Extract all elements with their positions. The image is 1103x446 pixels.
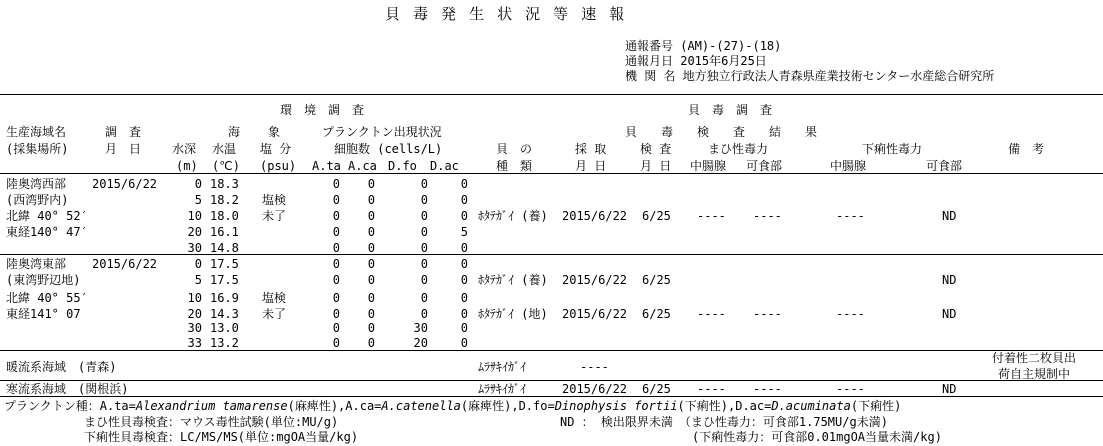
survey-heading: 調 査 bbox=[105, 125, 142, 139]
report-number: 通報番号 (AM)-(27)-(18) bbox=[625, 39, 782, 53]
psp-heading: まひ性毒力 bbox=[708, 142, 769, 156]
table-cell: 0 bbox=[367, 273, 375, 287]
west-area-name: 陸奥湾西部 bbox=[6, 177, 67, 191]
table-cell: 10 bbox=[187, 291, 202, 305]
table-cell: 5 bbox=[194, 273, 202, 287]
west-dsp-edible: ND bbox=[942, 209, 957, 223]
table-cell: 0 bbox=[460, 193, 468, 207]
cold-area-name: 寒流系海域 (関根浜) bbox=[6, 382, 129, 396]
plankton-species-note: プランクトン種：A.ta=Alexandrium tamarense(麻痺性),A.ca=A.catenella(麻痺性),D.fo=Dinophysis fortii(下痢性),D.ac=D.acuminata(下痢性) bbox=[4, 399, 902, 413]
table-cell: 0 bbox=[194, 177, 202, 191]
table-top-rule bbox=[0, 94, 1103, 95]
west-shell-species: ﾎﾀﾃｶﾞｲ (養) bbox=[478, 209, 548, 223]
table-cell: 0 bbox=[367, 193, 375, 207]
salinity-unit: (psu) bbox=[260, 159, 297, 173]
east-psp-edible-2: ---- bbox=[753, 307, 782, 321]
table-cell: 0 bbox=[420, 257, 428, 271]
warm-bottom-rule bbox=[0, 380, 1103, 381]
table-cell: 14.8 bbox=[210, 241, 239, 255]
west-longitude: 東経140° 47′ bbox=[6, 225, 88, 239]
table-cell: 18.2 bbox=[210, 193, 239, 207]
table-cell: 0 bbox=[367, 307, 375, 321]
table-cell: 0 bbox=[420, 193, 428, 207]
plankton-heading: プランクトン出現状況 bbox=[322, 125, 442, 139]
table-cell: 0 bbox=[420, 209, 428, 223]
nd-definition-note: ND ： 検出限界未満 （まひ性毒力：可食部1.75MU/g未満) bbox=[560, 415, 888, 429]
table-cell: 0 bbox=[420, 273, 428, 287]
west-psp-gland: ---- bbox=[697, 209, 726, 223]
table-cell: 未了 bbox=[262, 307, 287, 321]
table-cell: 0 bbox=[332, 225, 340, 239]
env-survey-heading: 環 境 調 査 bbox=[280, 103, 365, 117]
east-inspect-date-2: 6/25 bbox=[642, 307, 671, 321]
water-temp-unit: (℃) bbox=[212, 159, 240, 173]
east-dsp-gland-2: ---- bbox=[836, 307, 865, 321]
table-cell: 0 bbox=[332, 241, 340, 255]
header-bottom-rule bbox=[0, 173, 1103, 174]
species-ata-heading: A.ta bbox=[312, 159, 341, 173]
report-date: 通報月日 2015年6月25日 bbox=[625, 54, 767, 68]
shell-result-heading: 貝 毒 検 査 結 果 bbox=[625, 125, 818, 139]
area-heading: 生産海域名 bbox=[6, 125, 67, 139]
table-cell: 0 bbox=[460, 241, 468, 255]
east-latitude: 北緯 40° 55′ bbox=[6, 291, 88, 305]
west-inspect-date: 6/25 bbox=[642, 209, 671, 223]
salinity-heading: 塩 分 bbox=[260, 142, 292, 156]
west-survey-date: 2015/6/22 bbox=[92, 177, 158, 191]
page-title: 貝 毒 発 生 状 況 等 速 報 bbox=[385, 5, 627, 23]
table-cell: 10 bbox=[187, 209, 202, 223]
cold-shell-species: ﾑﾗｻｷｲｶﾞｲ bbox=[478, 382, 527, 396]
table-cell: 0 bbox=[332, 193, 340, 207]
survey-date-heading: 月 日 bbox=[105, 142, 142, 156]
table-cell: 0 bbox=[460, 291, 468, 305]
area-sub-heading: (採集場所) bbox=[6, 142, 69, 156]
table-bottom-rule bbox=[0, 396, 1103, 397]
east-area-site: (東湾野辺地) bbox=[6, 273, 81, 287]
sea-heading: 海 bbox=[228, 125, 241, 139]
east-shell-species-1: ﾎﾀﾃｶﾞｲ (養) bbox=[478, 273, 548, 287]
table-cell: 0 bbox=[332, 257, 340, 271]
table-cell: 0 bbox=[460, 273, 468, 287]
table-cell: 0 bbox=[332, 336, 340, 350]
collect-date-heading: 月 日 bbox=[575, 159, 607, 173]
table-cell: 0 bbox=[332, 291, 340, 305]
warm-remark-2: 荷自主規制中 bbox=[998, 367, 1071, 381]
east-collect-date-2: 2015/6/22 bbox=[562, 307, 628, 321]
depth-heading: 水深 bbox=[172, 142, 197, 156]
phenomenon-heading: 象 bbox=[268, 125, 281, 139]
table-cell: 0 bbox=[460, 307, 468, 321]
water-temp-heading: 水温 bbox=[212, 142, 237, 156]
east-dsp-edible-2: ND bbox=[942, 307, 957, 321]
table-cell: 20 bbox=[187, 225, 202, 239]
table-cell: 0 bbox=[367, 209, 375, 223]
east-inspect-date-1: 6/25 bbox=[642, 273, 671, 287]
table-cell: 33 bbox=[187, 336, 202, 350]
table-cell: 17.5 bbox=[210, 273, 239, 287]
psp-edible-heading: 可食部 bbox=[746, 159, 783, 173]
table-cell: 5 bbox=[460, 225, 468, 239]
east-dsp-edible-1: ND bbox=[942, 273, 957, 287]
cold-dsp-gland: ---- bbox=[836, 382, 865, 396]
table-cell: 0 bbox=[460, 257, 468, 271]
table-cell: 0 bbox=[460, 321, 468, 335]
table-cell: 0 bbox=[332, 321, 340, 335]
cold-inspect-date: 6/25 bbox=[642, 382, 671, 396]
east-bottom-rule bbox=[0, 350, 1103, 351]
cold-dsp-edible: ND bbox=[942, 382, 957, 396]
table-cell: 0 bbox=[420, 307, 428, 321]
table-cell: 20 bbox=[187, 307, 202, 321]
table-cell: 5 bbox=[194, 193, 202, 207]
warm-shell-species: ﾑﾗｻｷｲｶﾞｲ bbox=[478, 360, 527, 374]
dsp-gland-heading: 中腸腺 bbox=[830, 159, 867, 173]
inspect-heading: 検 査 bbox=[640, 142, 672, 156]
east-psp-gland-2: ---- bbox=[697, 307, 726, 321]
table-cell: 塩検 bbox=[262, 193, 287, 207]
dsp-method-note: 下痢性貝毒検査：LC/MS/MS(単位:mgOA当量/kg) bbox=[84, 430, 359, 444]
table-cell: 0 bbox=[332, 273, 340, 287]
species-dfo-heading: D.fo bbox=[388, 159, 417, 173]
table-cell: 16.1 bbox=[210, 225, 239, 239]
institution-name: 機 関 名 地方独立行政法人青森県産業技術センター水産総合研究所 bbox=[625, 69, 995, 83]
table-cell: 30 bbox=[187, 321, 202, 335]
cold-psp-gland: ---- bbox=[697, 382, 726, 396]
table-cell: 13.2 bbox=[210, 336, 239, 350]
table-cell: 0 bbox=[332, 209, 340, 223]
west-latitude: 北緯 40° 52′ bbox=[6, 209, 88, 223]
table-cell: 0 bbox=[420, 241, 428, 255]
table-cell: 0 bbox=[460, 336, 468, 350]
east-area-name: 陸奥湾東部 bbox=[6, 257, 67, 271]
table-cell: 0 bbox=[194, 257, 202, 271]
table-cell: 0 bbox=[460, 177, 468, 191]
table-cell: 未了 bbox=[262, 209, 287, 223]
collect-heading: 採 取 bbox=[575, 142, 607, 156]
warm-remark-1: 付着性二枚貝出 bbox=[992, 351, 1077, 365]
table-cell: 0 bbox=[367, 177, 375, 191]
shell-species-heading: 貝 の bbox=[496, 142, 533, 156]
east-longitude: 東経141° 07 bbox=[6, 307, 81, 321]
warm-collect-date: ---- bbox=[580, 360, 609, 374]
table-cell: 0 bbox=[367, 257, 375, 271]
species-dac-heading: D.ac bbox=[430, 159, 459, 173]
east-survey-date: 2015/6/22 bbox=[92, 257, 158, 271]
shell-survey-heading: 貝 毒 調 査 bbox=[688, 103, 773, 117]
table-cell: 塩検 bbox=[262, 291, 287, 305]
cold-psp-edible: ---- bbox=[753, 382, 782, 396]
shell-species-sub-heading: 種 類 bbox=[496, 159, 533, 173]
table-cell: 17.5 bbox=[210, 257, 239, 271]
psp-gland-heading: 中腸腺 bbox=[690, 159, 727, 173]
table-cell: 20 bbox=[413, 336, 428, 350]
depth-unit: (m) bbox=[176, 159, 198, 173]
inspect-date-heading: 月 日 bbox=[640, 159, 672, 173]
west-area-site: (西湾野内) bbox=[6, 193, 69, 207]
dsp-edible-heading: 可食部 bbox=[926, 159, 963, 173]
east-collect-date-1: 2015/6/22 bbox=[562, 273, 628, 287]
species-aca-heading: A.ca bbox=[348, 159, 377, 173]
table-cell: 0 bbox=[367, 241, 375, 255]
warm-area-name: 暖流系海域 (青森) bbox=[6, 360, 117, 374]
table-cell: 18.3 bbox=[210, 177, 239, 191]
dsp-heading: 下痢性毒力 bbox=[862, 142, 923, 156]
table-cell: 0 bbox=[367, 291, 375, 305]
east-shell-species-2: ﾎﾀﾃｶﾞｲ (地) bbox=[478, 307, 548, 321]
west-psp-edible: ---- bbox=[753, 209, 782, 223]
table-cell: 0 bbox=[460, 209, 468, 223]
table-cell: 30 bbox=[413, 321, 428, 335]
remarks-heading: 備 考 bbox=[1008, 142, 1045, 156]
table-cell: 0 bbox=[367, 321, 375, 335]
table-cell: 0 bbox=[420, 177, 428, 191]
table-cell: 18.0 bbox=[210, 209, 239, 223]
table-cell: 0 bbox=[367, 336, 375, 350]
table-cell: 0 bbox=[332, 177, 340, 191]
psp-method-note: まひ性貝毒検査：マウス毒性試験(単位:MU/g) bbox=[84, 415, 339, 429]
cold-collect-date: 2015/6/22 bbox=[562, 382, 628, 396]
table-cell: 0 bbox=[332, 307, 340, 321]
cell-count-heading: 細胞数 (cells/L) bbox=[334, 142, 443, 156]
table-cell: 30 bbox=[187, 241, 202, 255]
west-dsp-gland: ---- bbox=[836, 209, 865, 223]
table-cell: 0 bbox=[367, 225, 375, 239]
table-cell: 0 bbox=[420, 291, 428, 305]
west-collect-date: 2015/6/22 bbox=[562, 209, 628, 223]
dsp-limit-note: (下痢性毒力：可食部0.01mgOA当量未満/kg) bbox=[692, 430, 942, 444]
table-cell: 14.3 bbox=[210, 307, 239, 321]
table-cell: 13.0 bbox=[210, 321, 239, 335]
table-cell: 0 bbox=[420, 225, 428, 239]
table-cell: 16.9 bbox=[210, 291, 239, 305]
